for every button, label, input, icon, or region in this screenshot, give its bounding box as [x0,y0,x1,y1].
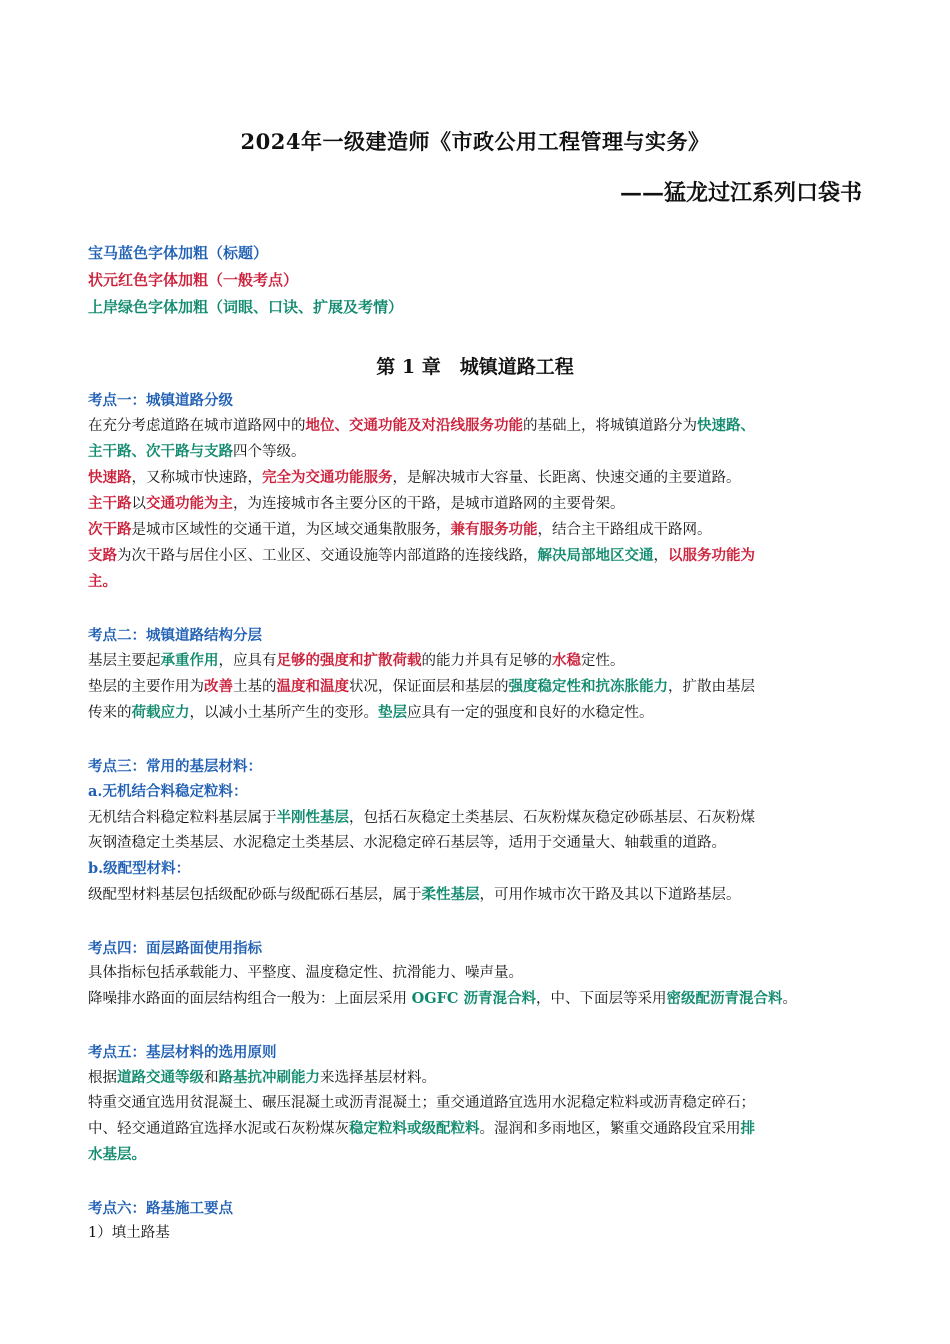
section-title: 考点一：城镇道路分级 [88,392,233,409]
legend-red: 状元红色字体加粗（一般考点） [88,271,299,289]
document-title: 2024年一级建造师《市政公用工程管理与实务》 [240,129,710,154]
text-run: ，中、下面层等采用 [536,991,667,1007]
text-line [88,986,868,1012]
text-run: ，应具有 [218,653,277,669]
text-run: 传来的 [88,705,132,721]
text-line [88,1065,868,1091]
highlight-run: 半刚性基层 [276,809,349,826]
section-title: 考点三：常用的基层材料： [88,758,262,775]
section-1 [88,388,868,595]
text-run: 。湿润和多雨地区，繁重交通路段宜采用 [479,1121,741,1137]
highlight-run: 水稳 [552,652,581,669]
text-run: ，结合主干路组成干路网。 [537,522,712,538]
highlight-run: 道路交通等级 [117,1069,204,1086]
text-line [88,1142,868,1168]
text-run: ，为连接城市各主要分区的干路，是城市道路网的主要骨架。 [233,496,625,512]
text-run: 特重交通宜选用贫混凝土、碾压混凝土或沥青混凝土；重交通道路宜选用水泥稳定粒料或沥青稳定碎石； [88,1095,755,1111]
highlight-run: 快速路 [88,469,132,486]
text-line [88,1116,868,1142]
highlight-run: 水基层。 [88,1146,146,1163]
text-run: 的基础上，将城镇道路分为 [523,418,697,434]
section-6 [88,1196,868,1246]
text-run: ， [653,548,668,564]
text-run: 根据 [88,1070,117,1086]
legend-blue: 宝马蓝色字体加粗（标题） [88,244,269,262]
highlight-run: 垫层 [378,704,407,721]
highlight-run: 排 [740,1120,755,1137]
highlight-run: 稳定粒料或级配粒料 [349,1120,480,1137]
text-line [88,1091,868,1116]
text-run: 和 [204,1070,219,1086]
section-title: 考点四：面层路面使用指标 [88,940,262,957]
highlight-run: 交通功能为主 [146,495,233,512]
text-line [88,856,868,882]
text-run: 应具有一定的强度和良好的水稳定性。 [407,705,654,721]
highlight-run: 温度和温度 [276,678,349,695]
text-run: 无机结合料稳定粒料基层属于 [88,810,277,826]
legend-green: 上岸绿色字体加粗（词眼、口诀、扩展及考情） [88,298,404,316]
text-line [88,465,868,491]
highlight-run: 快速路、 [697,417,755,434]
highlight-run: 主干路 [88,495,132,512]
section-2 [88,623,868,726]
text-run: 中、轻交通道路宜选择水泥或石灰粉煤灰 [88,1121,349,1137]
text-run: ，可用作城市次干路及其以下道路基层。 [479,887,741,903]
text-line [88,831,868,856]
highlight-run: 柔性基层 [421,886,480,903]
text-run: 四个等级。 [233,444,306,460]
text-run: 以 [131,496,146,512]
text-run: 状况，保证面层和基层的 [349,679,509,695]
highlight-run: 完全为交通功能服务 [262,469,393,486]
text-run: 。 [782,991,798,1007]
text-run: 基层主要起 [88,653,161,669]
highlight-run: a.无机结合料稳定粒料： [88,783,248,800]
chapter-content [88,388,868,1274]
text-line [88,413,868,439]
text-line [88,648,868,674]
text-run: ，包括石灰稳定土类基层、石灰粉煤灰稳定砂砾基层、石灰粉煤 [349,810,755,826]
highlight-run: 解决局部地区交通 [537,547,654,564]
text-run: 具体指标包括承载能力、平整度、温度稳定性、抗滑能力、噪声量。 [88,965,523,981]
highlight-run: OGFC 沥青混合料 [411,990,537,1007]
highlight-run: 改善 [204,678,233,695]
text-run: 降噪排水路面的面层结构组合一般为：上面层采用 [88,991,412,1007]
text-line [88,882,868,908]
section-4 [88,936,868,1012]
text-line [88,805,868,831]
highlight-run: 足够的强度和扩散荷载 [276,652,422,669]
text-line [88,1221,868,1246]
text-run: ，是解决城市大容量、长距离、快速交通的主要道路。 [392,470,741,486]
text-run: 来选择基层材料。 [320,1070,436,1086]
text-run: 的能力并具有足够的 [421,653,552,669]
section-title: 考点五：基层材料的选用原则 [88,1044,277,1061]
highlight-run: 密级配沥青混合料 [666,990,783,1007]
text-line [88,961,868,986]
text-run: 为次干路与居住小区、工业区、交通设施等内部道路的连接线路， [117,548,538,564]
text-run: ，又称城市快速路， [131,470,262,486]
text-line [88,543,868,569]
highlight-run: 地位、交通功能及对沿线服务功能 [305,417,523,434]
section-3 [88,754,868,908]
section-title: 考点六：路基施工要点 [88,1200,233,1217]
text-run: 是城市区域性的交通干道，为区域交通集散服务， [131,522,451,538]
text-run: 灰钢渣稳定土类基层、水泥稳定土类基层、水泥稳定碎石基层等，适用于交通量大、轴载重的道路。 [88,835,726,851]
highlight-run: b.级配型材料： [88,860,191,877]
highlight-run: 兼有服务功能 [450,521,538,538]
highlight-run: 支路 [88,547,117,564]
text-line [88,439,868,465]
color-legend [88,240,403,321]
document-subtitle: ——猛龙过江系列口袋书 [619,180,862,206]
highlight-run: 次干路 [88,521,132,538]
text-run: 在充分考虑道路在城市道路网中的 [88,418,306,434]
highlight-run: 主干路、次干路与支路 [88,443,233,460]
text-line [88,674,868,700]
section-5 [88,1040,868,1168]
section-title: 考点二：城镇道路结构分层 [88,627,262,644]
highlight-run: 荷载应力 [131,704,190,721]
highlight-run: 主。 [88,573,117,590]
text-run: 土基的 [233,679,277,695]
text-run: 1）填土路基 [88,1225,170,1241]
highlight-run: 以服务功能为 [668,547,755,564]
text-run: 级配型材料基层包括级配砂砾与级配砾石基层，属于 [88,887,422,903]
highlight-run: 承重作用 [160,652,219,669]
text-line [88,491,868,517]
chapter-title: 第 1 章 城镇道路工程 [376,356,574,378]
text-run: ，扩散由基层 [668,679,755,695]
text-line [88,700,868,726]
text-line [88,569,868,595]
text-line [88,517,868,543]
highlight-run: 路基抗冲刷能力 [218,1069,320,1086]
text-line [88,779,868,805]
text-run: 定性。 [581,653,625,669]
text-run: ，以减小土基所产生的变形。 [189,705,378,721]
text-run: 垫层的主要作用为 [88,679,204,695]
highlight-run: 强度稳定性和抗冻胀能力 [508,678,668,695]
